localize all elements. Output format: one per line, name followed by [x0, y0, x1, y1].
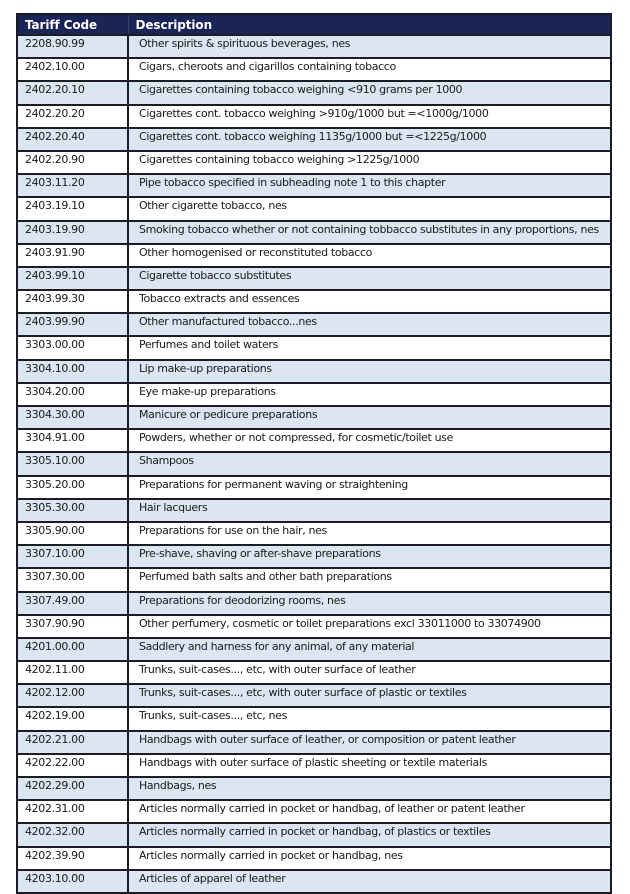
tariff-code-cell: 4202.22.00: [17, 754, 128, 777]
description-cell: Trunks, suit-cases..., etc, nes: [128, 707, 611, 730]
description-cell: Articles normally carried in pocket or handbag, of plastics or textiles: [128, 823, 611, 846]
table-row: [17, 35, 611, 58]
tariff-code-cell: 4202.12.00: [17, 684, 128, 707]
description-cell: Articles of apparel of leather: [128, 870, 611, 893]
table-row: [17, 800, 611, 823]
description-cell: Trunks, suit-cases..., etc, with outer surface of plastic or textiles: [128, 684, 611, 707]
tariff-code-table: [16, 13, 612, 894]
tariff-code-cell: 3305.90.00: [17, 522, 128, 545]
table-body: [17, 35, 611, 893]
column-header-description: Description: [128, 14, 611, 35]
table-row: [17, 476, 611, 499]
description-cell: Articles normally carried in pocket or handbag, of leather or patent leather: [128, 800, 611, 823]
description-cell: Preparations for use on the hair, nes: [128, 522, 611, 545]
table-row: [17, 128, 611, 151]
tariff-code-cell: 4202.31.00: [17, 800, 128, 823]
description-cell: Other spirits & spirituous beverages, nes: [128, 35, 611, 58]
table-row: [17, 105, 611, 128]
table-row: [17, 383, 611, 406]
description-cell: Cigarettes containing tobacco weighing <910 grams per 1000: [128, 81, 611, 104]
table-row: [17, 197, 611, 220]
table-row: [17, 81, 611, 104]
description-cell: Pipe tobacco specified in subheading note 1 to this chapter: [128, 174, 611, 197]
description-cell: Manicure or pedicure preparations: [128, 406, 611, 429]
description-cell: Articles normally carried in pocket or handbag, nes: [128, 847, 611, 870]
table-row: [17, 336, 611, 359]
tariff-code-cell: 3304.10.00: [17, 360, 128, 383]
table-row: [17, 522, 611, 545]
table-row: [17, 754, 611, 777]
tariff-code-cell: 2403.99.10: [17, 267, 128, 290]
tariff-code-cell: 2403.91.90: [17, 244, 128, 267]
description-cell: Lip make-up preparations: [128, 360, 611, 383]
tariff-code-cell: 3304.30.00: [17, 406, 128, 429]
table-row: [17, 58, 611, 81]
description-cell: Other cigarette tobacco, nes: [128, 197, 611, 220]
tariff-code-cell: 3305.20.00: [17, 476, 128, 499]
tariff-code-cell: 2403.11.20: [17, 174, 128, 197]
description-cell: Powders, whether or not compressed, for cosmetic/toilet use: [128, 429, 611, 452]
tariff-code-cell: 4202.19.00: [17, 707, 128, 730]
table-row: [17, 661, 611, 684]
table-row: [17, 221, 611, 244]
tariff-code-cell: 3307.10.00: [17, 545, 128, 568]
tariff-code-cell: 4202.29.00: [17, 777, 128, 800]
description-cell: Other perfumery, cosmetic or toilet preparations excl 33011000 to 33074900: [128, 615, 611, 638]
table-row: [17, 545, 611, 568]
tariff-code-cell: 4202.11.00: [17, 661, 128, 684]
tariff-code-cell: 4202.32.00: [17, 823, 128, 846]
description-cell: Trunks, suit-cases..., etc, with outer surface of leather: [128, 661, 611, 684]
table-row: [17, 452, 611, 475]
tariff-code-cell: 2403.19.10: [17, 197, 128, 220]
table-row: [17, 870, 611, 893]
description-cell: Preparations for deodorizing rooms, nes: [128, 592, 611, 615]
table-row: [17, 615, 611, 638]
tariff-code-cell: 3305.30.00: [17, 499, 128, 522]
tariff-code-cell: 2402.20.20: [17, 105, 128, 128]
tariff-code-cell: 3307.30.00: [17, 568, 128, 591]
table-row: [17, 360, 611, 383]
description-cell: Hair lacquers: [128, 499, 611, 522]
table-row: [17, 151, 611, 174]
description-cell: Handbags with outer surface of leather, or composition or patent leather: [128, 731, 611, 754]
description-cell: Handbags, nes: [128, 777, 611, 800]
tariff-code-cell: 2208.90.99: [17, 35, 128, 58]
description-cell: Cigarettes containing tobacco weighing >1225g/1000: [128, 151, 611, 174]
description-cell: Other homogenised or reconstituted tobacco: [128, 244, 611, 267]
tariff-code-cell: 3303.00.00: [17, 336, 128, 359]
table-row: [17, 823, 611, 846]
tariff-code-cell: 2402.20.40: [17, 128, 128, 151]
table-row: [17, 638, 611, 661]
table-row: [17, 707, 611, 730]
table-row: [17, 684, 611, 707]
table-row: [17, 731, 611, 754]
description-cell: Saddlery and harness for any animal, of any material: [128, 638, 611, 661]
description-cell: Cigarette tobacco substitutes: [128, 267, 611, 290]
tariff-code-cell: 2402.20.10: [17, 81, 128, 104]
tariff-code-cell: 2402.20.90: [17, 151, 128, 174]
tariff-code-cell: 4203.10.00: [17, 870, 128, 893]
description-cell: Eye make-up preparations: [128, 383, 611, 406]
description-cell: Preparations for permanent waving or straightening: [128, 476, 611, 499]
table-row: [17, 592, 611, 615]
tariff-code-cell: 4202.21.00: [17, 731, 128, 754]
description-cell: Cigarettes cont. tobacco weighing 1135g/1000 but =<1225g/1000: [128, 128, 611, 151]
description-cell: Other manufactured tobacco...nes: [128, 313, 611, 336]
table-row: [17, 267, 611, 290]
description-cell: Pre-shave, shaving or after-shave preparations: [128, 545, 611, 568]
description-cell: Perfumes and toilet waters: [128, 336, 611, 359]
table-row: [17, 174, 611, 197]
description-cell: Perfumed bath salts and other bath preparations: [128, 568, 611, 591]
tariff-code-cell: 3307.49.00: [17, 592, 128, 615]
tariff-code-cell: 2403.99.30: [17, 290, 128, 313]
tariff-code-cell: 2403.99.90: [17, 313, 128, 336]
table-row: [17, 406, 611, 429]
table-row: [17, 777, 611, 800]
tariff-code-cell: 4201.00.00: [17, 638, 128, 661]
table-row: [17, 847, 611, 870]
description-cell: Cigars, cheroots and cigarillos containing tobacco: [128, 58, 611, 81]
tariff-code-cell: 2402.10.00: [17, 58, 128, 81]
tariff-code-cell: 4202.39.90: [17, 847, 128, 870]
column-header-tariff-code: Tariff Code: [17, 14, 128, 35]
table-row: [17, 244, 611, 267]
table-row: [17, 499, 611, 522]
table-row: [17, 290, 611, 313]
tariff-code-cell: 3304.91.00: [17, 429, 128, 452]
tariff-code-cell: 2403.19.90: [17, 221, 128, 244]
table-row: [17, 429, 611, 452]
table-header-row: [17, 14, 611, 35]
tariff-code-cell: 3305.10.00: [17, 452, 128, 475]
table-row: [17, 568, 611, 591]
tariff-code-cell: 3307.90.90: [17, 615, 128, 638]
table-row: [17, 313, 611, 336]
description-cell: Smoking tobacco whether or not containing tobbacco substitutes in any proportions, nes: [128, 221, 611, 244]
description-cell: Shampoos: [128, 452, 611, 475]
description-cell: Handbags with outer surface of plastic sheeting or textile materials: [128, 754, 611, 777]
description-cell: Tobacco extracts and essences: [128, 290, 611, 313]
tariff-code-cell: 3304.20.00: [17, 383, 128, 406]
description-cell: Cigarettes cont. tobacco weighing >910g/1000 but =<1000g/1000: [128, 105, 611, 128]
